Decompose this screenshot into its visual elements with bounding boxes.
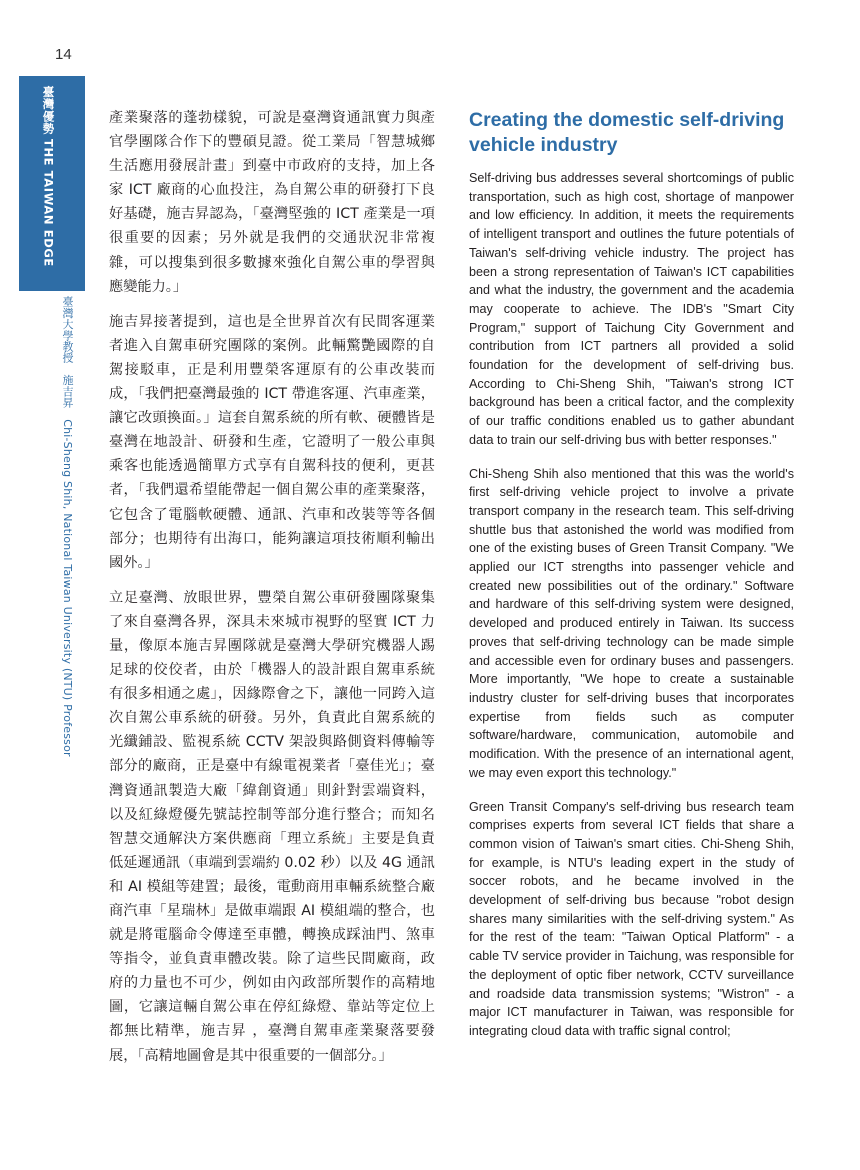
english-paragraph: Green Transit Company's self-driving bus research team comprises experts from several ICT fields that share a common vision of Taiwan's smart cities. Chi-Sheng Shih, for example, is NTU's leading expert in the study of soccer robots, and he became involved in the development of self-driving bus because "robot design shares many similarities with the self-driving system." As for the rest of the team: "Taiwan Optical Platform" - a cable TV service provider in Taichung, was responsible for the deployment of optic fiber network, CCTV surveillance and roadside data transmission systems; "Wistron" - a major ICT manufacturer in Taiwan, was responsible for integrating cloud data with traffic signal control; <box>469 799 794 1038</box>
section-tab-label: 臺灣優勢 THE TAIWAN EDGE <box>41 86 56 267</box>
english-paragraph: Chi-Sheng Shih also mentioned that this was the world's first self-driving vehicle project to involve a private transport company in the research team. This self-driving shuttle bus that astonished the world was modified from one of the existing buses of Green Transit Company. "We applied our ICT strengths into passenger vehicle and created new possibilities out of the ordinary." Software and hardware of this self-driving system were designed, developed and produced entirely in Taiwan. Its success proves that self-driving technology can be made simple and accessible even for ordinary buses and passengers. More importantly, "We hope to create a sustainable industry cluster for self-driving buses that incorporates expertise from fields such as computer software/hardware, communication, automobile and modification. With the presence of an international agent, we may even export this technology." <box>469 466 794 780</box>
chinese-paragraph: 立足臺灣、放眼世界，豐榮自駕公車研發團隊聚集了來自臺灣各界，深具未來城市視野的堅實 ICT 力量，像原本施吉昇團隊就是臺灣大學研究機器人踢足球的佼佼者，由於「機器人的設計跟自駕車系統有很多相通之處」，因緣際會之下，讓他一同跨入這次自駕公車系統的研發。另外，負責此自駕系統的光纖鋪設、監視系統 CCTV 架設與路側資料傳輸等部分的廠商，正是臺中有線電視業者「臺佳光」；臺灣資通訊製造大廠「緯創資通」則針對雲端資料，以及紅綠燈優先號誌控制等部分進行整合；而知名智慧交通解決方案供應商「理立系統」主要是負責低延遲通訊（車端到雲端約 0.02 秒）以及 4G 通訊和 AI 模組等建置；最後，電動商用車輛系統整合廠商汽車「星瑞林」是做車端跟 AI 模組端的整合，也就是將電腦命令傳達至車體，轉換成踩油門、煞車等指令，並負責車體改裝。除了這些民間廠商，政府的力量也不可少，例如由內政部所製作的高精地圖，它讓這輛自駕公車在停紅綠燈、靠站等定位上都無比精準，施吉昇 ，臺灣自駕車產業聚落要發展，「高精地圖會是其中很重要的一個部分。」 <box>109 589 435 1064</box>
english-paragraph: Self-driving bus addresses several shortcomings of public transportation, such as high cost, shortage of manpower and low efficiency. In addition, it meets the requirements of intelligent transport and outlines the future potentials of Taiwan's self-driving vehicle industry. The project has been a strong representation of Taiwan's ICT capabilities and what the industry, the government and the academia may cooperate to achieve. The IDB's "Smart City Program," support of Taichung City Government and contribution from ICT partners all provided a solid foundation for the development of self-driving bus. According to Chi-Sheng Shih, "Taiwan's strong ICT background has been a critical factor, and the complexity of our traffic conditions enabled us to gather abundant data to train our self-driving bus with better responses." <box>469 171 794 447</box>
english-column <box>469 108 794 1056</box>
chinese-column <box>109 106 435 1079</box>
chinese-paragraph: 施吉昇接著提到，這也是全世界首次有民間客運業者進入自駕車研究團隊的案例。此輛驚艷國際的自駕接駁車，正是利用豐榮客運原有的公車改裝而成，「我們把臺灣最強的 ICT 帶進客運、汽車產業，讓它改頭換面。」這套自駕系統的所有軟、硬體皆是臺灣在地設計、研發和生產，它證明了一般公車與乘客也能透過簡單方式享有自駕科技的便利，更甚者，「我們還希望能帶起一個自駕公車的產業聚落，它包含了電腦軟硬體、通訊、汽車和改裝等等各個部分；也期待有出海口，能夠讓這項技術順利輸出國外。」 <box>109 313 435 571</box>
chinese-paragraph: 產業聚落的蓬勃樣貌，可說是臺灣資通訊實力與產官學團隊合作下的豐碩見證。從工業局「智慧城鄉生活應用發展計畫」到臺中市政府的支持，加上各家 ICT 廠商的心血投注，為自駕公車的研發打下良好基礎，施吉昇認為，「臺灣堅強的 ICT 產業是一項很重要的因素；另外就是我們的交通狀況非常複雜，可以搜集到很多數據來強化自駕公車的學習與應變能力。」 <box>109 110 435 295</box>
author-credit: 臺灣大學教授 施吉昇 Chi-Sheng Shih, National Taiwan University (NTU) Professor <box>61 296 74 757</box>
page-number: 14 <box>55 46 72 63</box>
section-heading: Creating the domestic self-driving vehicle industry <box>469 109 785 156</box>
